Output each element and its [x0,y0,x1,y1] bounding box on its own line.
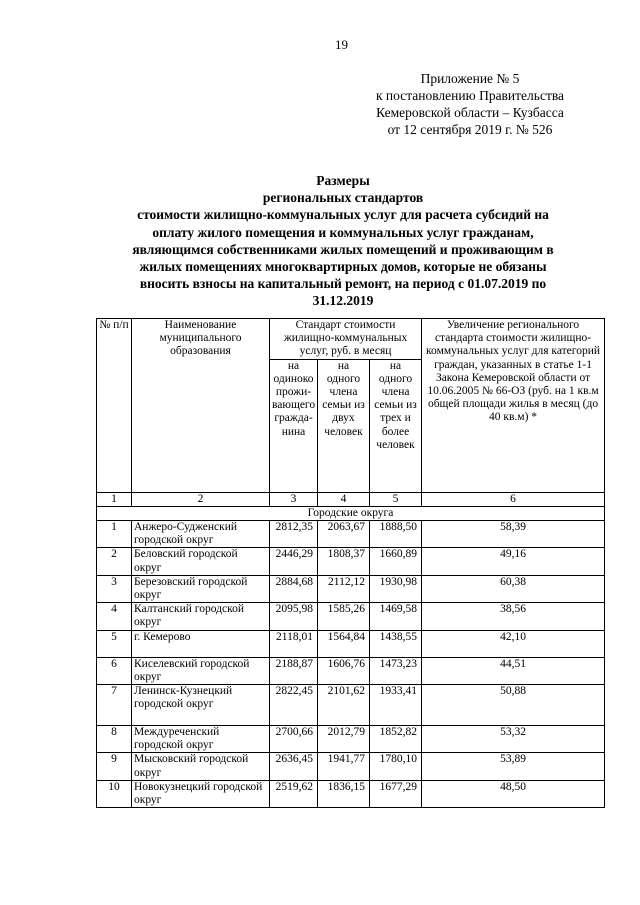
value-two: 2012,79 [318,726,370,753]
table-row [97,780,605,807]
table-row [97,548,605,575]
header-number: № п/п [97,319,132,493]
table-row [97,657,605,684]
table-row [97,685,605,726]
title-line-2: региональных стандартов [262,190,424,206]
municipality-name: Калтанский городской округ [132,603,270,630]
header-municipality: Наименование муниципального образования [132,319,270,493]
value-three: 1930,98 [370,575,422,602]
title-line-3: стоимости жилищно-коммунальных услуг для расчета субсидий на [137,207,549,223]
value-increase: 53,32 [422,726,605,753]
section-title: Городские округа [97,506,605,520]
header-single: на одиноко прожи-вающего гражда-нина [270,359,318,492]
value-single: 2095,98 [270,603,318,630]
value-two: 1808,37 [318,548,370,575]
value-three: 1677,29 [370,780,422,807]
column-number: 3 [270,492,318,506]
row-number: 8 [97,726,132,753]
value-single: 2519,62 [270,780,318,807]
value-three: 1780,10 [370,753,422,780]
value-two: 1585,26 [318,603,370,630]
page-number: 19 [335,37,348,52]
title-line-6: жилых помещениях многоквартирных домов, которые не обязаны [139,259,547,275]
municipality-name: Ленинск-Кузнецкий городской округ [132,685,270,726]
value-two: 1564,84 [318,630,370,657]
column-number: 1 [97,492,132,506]
value-single: 2884,68 [270,575,318,602]
municipality-name: Мысковский городской округ [132,753,270,780]
column-number: 4 [318,492,370,506]
column-numbers-row [97,492,605,506]
header-two: на одного члена семьи из двух человек [318,359,370,492]
title-line-7: вносить взносы на капитальный ремонт, на период с 01.07.2019 по [139,276,547,292]
value-three: 1933,41 [370,685,422,726]
value-increase: 42,10 [422,630,605,657]
municipality-name: Междуреченский городской округ [132,726,270,753]
value-single: 2822,45 [270,685,318,726]
value-increase: 38,56 [422,603,605,630]
value-two: 1836,15 [318,780,370,807]
table-row [97,521,605,548]
appendix-line-1: Приложение № 5 [420,71,520,86]
title-line-1: Размеры [316,173,370,188]
row-number: 3 [97,575,132,602]
row-number: 6 [97,657,132,684]
value-increase: 50,88 [422,685,605,726]
value-two: 2063,67 [318,521,370,548]
appendix-reference [330,70,610,138]
table-row [97,603,605,630]
document-title [95,172,591,310]
value-single: 2188,87 [270,657,318,684]
title-line-8: 31.12.2019 [312,293,374,309]
column-number: 2 [132,492,270,506]
value-single: 2812,35 [270,521,318,548]
column-number: 5 [370,492,422,506]
value-increase: 48,50 [422,780,605,807]
value-three: 1473,23 [370,657,422,684]
standards-table [96,318,605,808]
municipality-name: Анжеро-Судженский городской округ [132,521,270,548]
value-increase: 44,51 [422,657,605,684]
value-three: 1469,58 [370,603,422,630]
value-increase: 60,38 [422,575,605,602]
value-increase: 53,89 [422,753,605,780]
appendix-line-2: к постановлению Правительства [375,88,565,103]
value-single: 2446,29 [270,548,318,575]
value-three: 1660,89 [370,548,422,575]
municipality-name: Беловский городской округ [132,548,270,575]
column-number: 6 [422,492,605,506]
row-number: 7 [97,685,132,726]
value-single: 2700,66 [270,726,318,753]
table-row [97,753,605,780]
row-number: 10 [97,780,132,807]
value-increase: 58,39 [422,521,605,548]
municipality-name: Киселевский городской округ [132,657,270,684]
value-three: 1852,82 [370,726,422,753]
value-two: 1606,76 [318,657,370,684]
value-single: 2118,01 [270,630,318,657]
row-number: 4 [97,603,132,630]
section-row [97,506,605,520]
row-number: 5 [97,630,132,657]
value-two: 1941,77 [318,753,370,780]
value-two: 2101,62 [318,685,370,726]
municipality-name: г. Кемерово [132,630,270,657]
table-row [97,726,605,753]
appendix-line-4: от 12 сентября 2019 г. № 526 [387,122,553,137]
header-three: на одного члена семьи из трех и более человек [370,359,422,492]
value-three: 1438,55 [370,630,422,657]
table-row [97,575,605,602]
table-row [97,630,605,657]
value-single: 2636,45 [270,753,318,780]
row-number: 9 [97,753,132,780]
value-three: 1888,50 [370,521,422,548]
appendix-line-3: Кемеровской области – Кузбасса [376,105,564,120]
title-line-4: оплату жилого помещения и коммунальных услуг гражданам, [152,224,534,240]
row-number: 2 [97,548,132,575]
header-standard: Стандарт стоимости жилищно-коммунальных услуг, руб. в месяц [270,319,422,360]
municipality-name: Новокузнецкий городской округ [132,780,270,807]
value-increase: 49,16 [422,548,605,575]
title-line-5: являющимся собственниками жилых помещений и проживающим в [132,241,554,257]
municipality-name: Березовский городской округ [132,575,270,602]
header-increase: Увеличение регионального стандарта стоимости жилищно-коммунальных услуг для категорий граждан, указанных в статье 1-1 Закона Кемеровской области от 10.06.2005 № 66-ОЗ (руб. на 1 кв.м общей площади жилья в месяц (до 40 кв.м) * [422,319,605,493]
value-two: 2112,12 [318,575,370,602]
row-number: 1 [97,521,132,548]
